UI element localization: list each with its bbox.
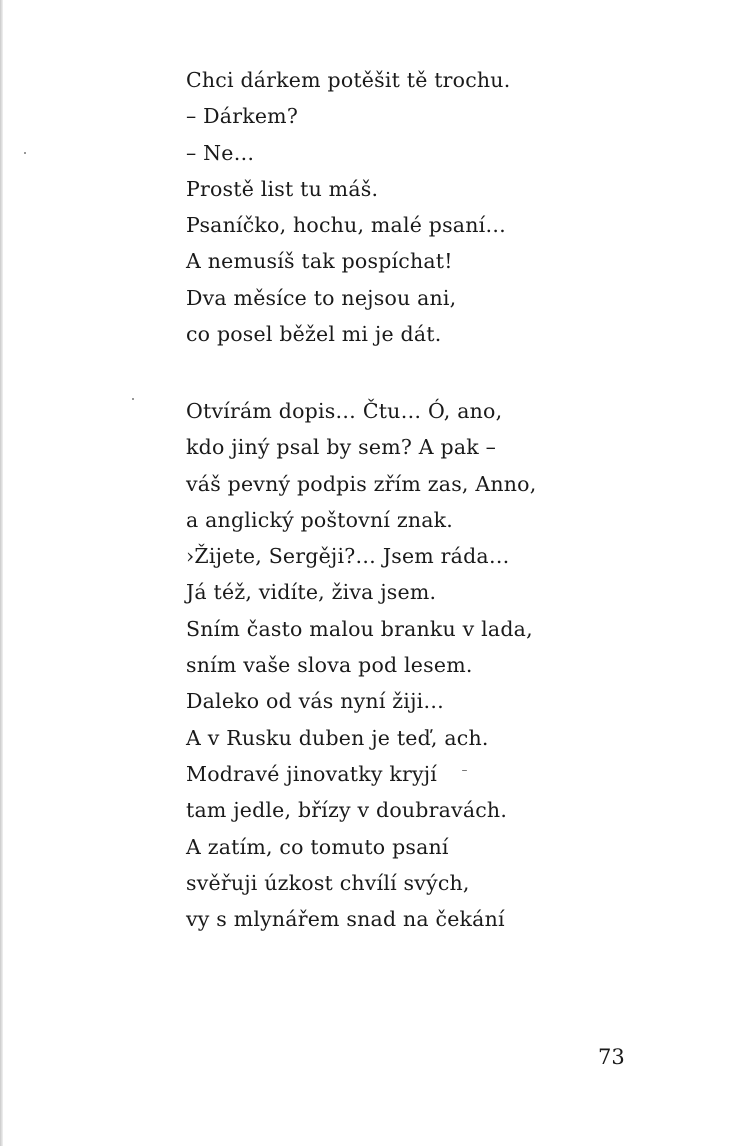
stanza xyxy=(186,62,510,352)
poem-line: – Ne… xyxy=(186,140,255,165)
poem-line: Otvírám dopis… Čtu… Ó, ano, xyxy=(186,399,503,423)
poem-line: svěřuji úzkost chvílí svých, xyxy=(186,870,470,895)
print-speck xyxy=(132,398,134,400)
poem-line: Prostě list tu máš. xyxy=(186,176,379,201)
poem-line: A v Rusku duben je teď, ach. xyxy=(186,725,489,750)
poem-line: vy s mlynářem snad na čekání xyxy=(186,907,505,932)
poem-line: – Dárkem? xyxy=(186,104,299,129)
poem-line: váš pevný podpis zřím zas, Anno, xyxy=(186,471,537,496)
poem-line: co posel běžel mi je dát. xyxy=(186,322,442,347)
stanza xyxy=(186,393,536,937)
poem-line: Já též, vidíte, živa jsem. xyxy=(186,580,437,605)
poem-line: Chci dárkem potěšit tě trochu. xyxy=(186,68,511,92)
poem-line: Daleko od vás nyní žiji… xyxy=(186,689,445,714)
poem-line: Modravé jinovatky kryjí xyxy=(186,761,438,786)
poem-line: sním vaše slova pod lesem. xyxy=(186,653,473,678)
page-number: 73 xyxy=(598,1045,625,1069)
page-edge-shadow xyxy=(0,0,3,1146)
poem-line: ›Žijete, Sergěji?… Jsem ráda… xyxy=(186,544,510,569)
poem-line: A nemusíš tak pospíchat! xyxy=(186,249,453,274)
poem-line: Sním často malou branku v lada, xyxy=(186,616,533,641)
poem-line: kdo jiný psal by sem? A pak – xyxy=(186,435,497,460)
print-speck xyxy=(24,152,26,154)
poem-line: A zatím, co tomuto psaní xyxy=(186,834,449,859)
poem-line: Dva měsíce to nejsou ani, xyxy=(186,285,457,310)
poem-line: Psaníčko, hochu, malé psaní… xyxy=(186,213,507,238)
poem-line: a anglický poštovní znak. xyxy=(186,507,453,532)
poem-line: tam jedle, břízy v doubravách. xyxy=(186,798,508,823)
